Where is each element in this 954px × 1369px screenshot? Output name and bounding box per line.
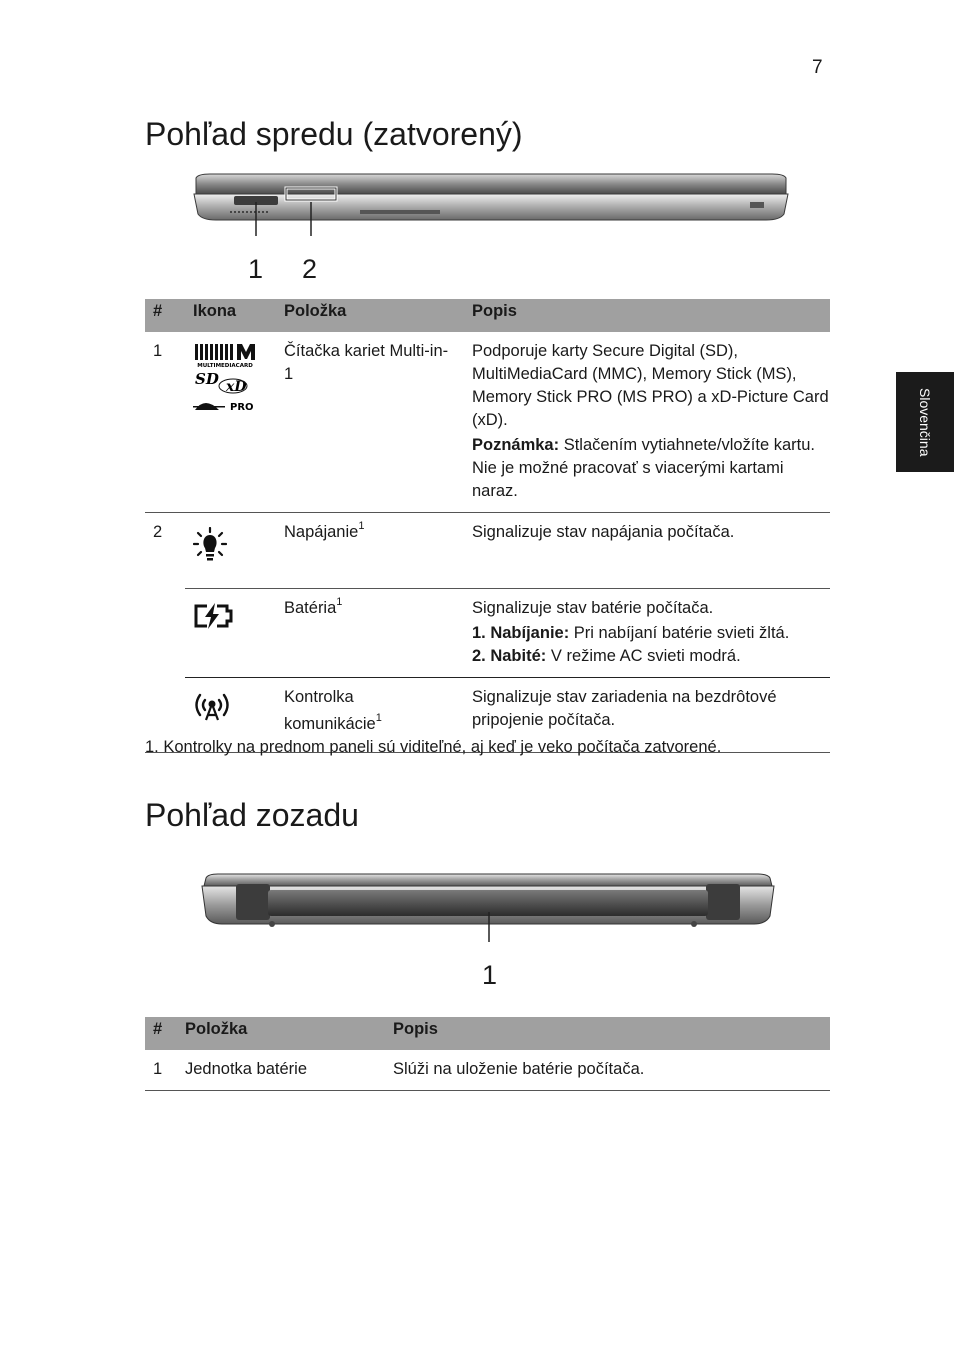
table-row xyxy=(145,589,830,678)
wireless-icon xyxy=(193,692,231,722)
header-num: # xyxy=(145,1017,185,1050)
language-tab: Slovenčina xyxy=(896,372,954,472)
footnote-ref: 1 xyxy=(358,520,365,532)
front-components-table xyxy=(145,299,830,753)
header-icon: Ikona xyxy=(185,299,284,332)
table-row xyxy=(145,513,830,589)
row-item: Čítačka kariet Multi-in-1 xyxy=(284,342,449,383)
row-description: Slúži na uloženie batérie počítača. xyxy=(393,1060,645,1078)
row-description: Signalizuje stav batérie počítača. xyxy=(472,599,714,617)
rear-components-table xyxy=(145,1017,830,1091)
row-description: Signalizuje stav zariadenia na bezdrôtové pripojenie počítača. xyxy=(472,678,830,753)
footnote-ref: 1 xyxy=(336,596,343,608)
multi-card-reader-icon xyxy=(193,340,257,412)
row-description: Podporuje karty Secure Digital (SD), MultiMediaCard (MMC), Memory Stick (MS), Memory Stick PRO (MS PRO) a xD-Picture Card (xD). xyxy=(472,342,829,429)
header-desc: Popis xyxy=(393,1017,830,1050)
row-item: komunikácie xyxy=(284,715,376,733)
row-number: 1 xyxy=(153,1060,163,1078)
status-label: 1. Nabíjanie: xyxy=(472,624,570,642)
table-row xyxy=(145,1050,830,1091)
status-text: V režime AC svieti modrá. xyxy=(546,647,741,665)
callout-1: 1 xyxy=(248,254,264,284)
header-item: Položka xyxy=(284,299,472,332)
row-number: 1 xyxy=(153,342,163,360)
front-view-title: Pohľad spredu (zatvorený) xyxy=(145,116,523,152)
page-number: 7 xyxy=(812,57,823,78)
header-item: Položka xyxy=(185,1017,393,1050)
footnote-ref: 1 xyxy=(375,712,382,724)
header-desc: Popis xyxy=(472,299,830,332)
note-label: Poznámka: xyxy=(472,436,560,454)
row-item: Napájanie xyxy=(284,523,359,541)
note-text: Stlačením vytiahnete/vložíte kartu. Nie je možné pracovať s viacerými kartami naraz. xyxy=(472,436,815,500)
row-note xyxy=(472,434,830,503)
status-charged xyxy=(472,645,830,668)
callout-1: 1 xyxy=(482,960,498,990)
status-label: 2. Nabité: xyxy=(472,647,547,665)
status-charging xyxy=(472,622,830,645)
row-item: Kontrolka xyxy=(284,688,354,706)
row-item: Batéria xyxy=(284,599,337,617)
rear-view-title: Pohľad zozadu xyxy=(145,797,359,833)
battery-charging-icon xyxy=(193,603,233,629)
power-light-icon xyxy=(193,527,227,563)
table-row xyxy=(145,332,830,513)
row-description: Signalizuje stav napájania počítača. xyxy=(472,523,735,541)
status-text: Pri nabíjaní batérie svieti žltá. xyxy=(569,624,790,642)
header-num: # xyxy=(145,299,185,332)
svg-text:SD: SD xyxy=(195,370,219,388)
row-number: 2 xyxy=(145,513,185,753)
laptop-rear-illustration xyxy=(198,872,778,942)
callout-2: 2 xyxy=(302,254,318,284)
row-item: Jednotka batérie xyxy=(185,1060,308,1078)
laptop-front-illustration xyxy=(190,172,792,236)
footnote: 1. Kontrolky na prednom paneli sú viditeľné, aj keď je veko počítača zatvorené. xyxy=(145,738,722,756)
svg-text:MULTIMEDIACARD: MULTIMEDIACARD xyxy=(197,363,253,369)
svg-text:PRO: PRO xyxy=(230,402,254,412)
svg-text:xD: xD xyxy=(226,379,247,395)
